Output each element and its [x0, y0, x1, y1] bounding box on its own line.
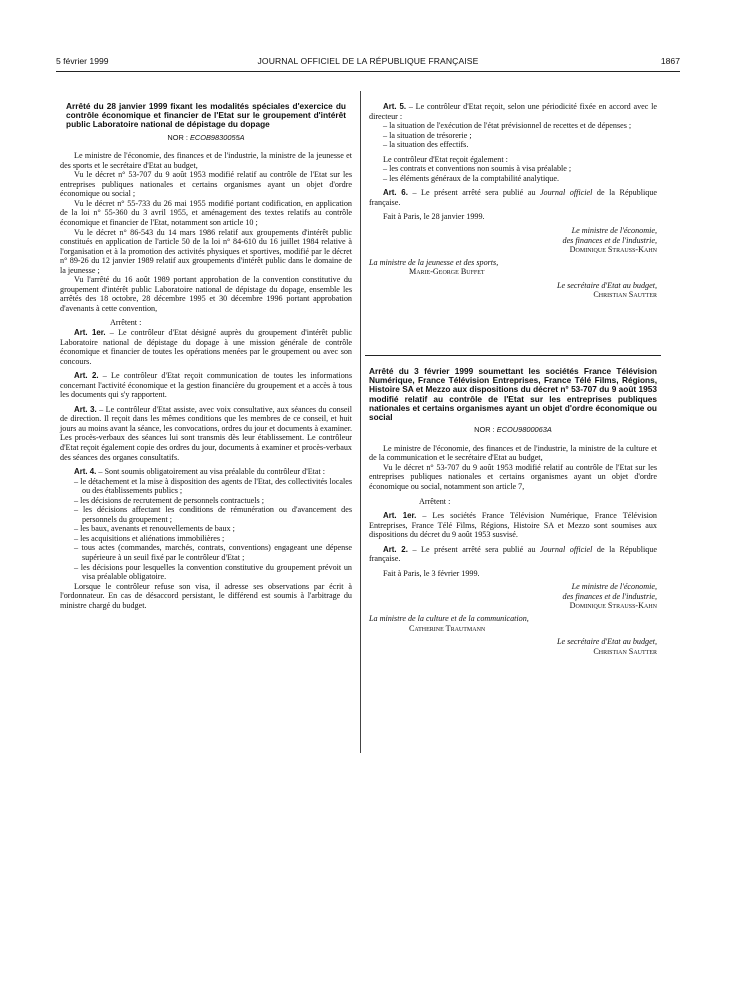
doc1-art5-list [369, 121, 657, 150]
doc1-visa-1: Vu le décret n° 53-707 du 9 août 1953 modifié relatif au contrôle de l'Etat sur les entreprises publiques nationales et certains organismes ayant un objet d'ordre économique ou social ; [60, 170, 352, 199]
doc2-nor-code: ECOU9800063A [496, 425, 552, 435]
doc1-visa-2: Vu le décret n° 55-733 du 26 mai 1955 modifié portant codification, en application de la loi n° 55-360 du 3 avril 1955, et aménagement des textes relatifs au contrôle économique et financier de l'Etat, notamment son article 10 ; [60, 198, 352, 227]
doc2-art2-text-b: de la République française. [369, 544, 657, 564]
section-divider [365, 355, 661, 356]
header-rule [56, 71, 680, 72]
doc1-signature-1 [369, 226, 657, 255]
column-divider [360, 91, 361, 753]
doc1-art4-list [60, 477, 352, 582]
doc1-art4 [60, 467, 352, 477]
doc1-sig2-name: Marie-George Buffet [409, 267, 485, 277]
doc1-art6-text-b: de la République française. [369, 188, 657, 207]
doc1-visa-3: Vu le décret n° 86-543 du 14 mars 1986 relatif aux groupements d'intérêt public constitués en application de l'article 50 de la loi n° 84-610 du 16 juillet 1984 relative à l'organisation et à la promotion des activités physiques et sportives, modifié par le décret n° 89-26 du 12 janvier 1989 relatif aux groupements d'intérêt public dans le domaine de la jeunesse ; [60, 227, 352, 275]
doc2-sig1-name: Dominique Strauss-Kahn [569, 601, 657, 611]
doc1-art4-label: Art. 4. [74, 467, 97, 477]
right-column-top [369, 102, 657, 300]
list-item: – les baux, avenants et renouvellements de baux ; [74, 524, 235, 534]
doc1-nor-label: NOR : [167, 132, 188, 142]
header-journal-title: JOURNAL OFFICIEL DE LA RÉPUBLIQUE FRANÇAISE [257, 56, 479, 66]
doc1-art5-text: – Le contrôleur d'Etat reçoit, selon une périodicité fixée en accord avec le directeur : [369, 102, 657, 121]
list-item: – les décisions affectant les conditions de rémunération ou d'avancement des personnels du groupement ; [74, 505, 352, 524]
doc1-sig1-title-a: Le ministre de l'économie, [571, 226, 657, 236]
header-page-number: 1867 [660, 56, 680, 66]
doc1-art3-text: – Le contrôleur d'Etat assiste, avec voix consultative, aux séances du conseil de direction. Il reçoit dans les mêmes conditions que les membres de ce conseil, et huit jours au moins avant la séance, les convocations, ordres du jour et documents à examiner. Les procès-verbaux des séances lui sont transmis dès leur établissement. Le contrôleur d'Etat reçoit également copie des ordres du jour, documents à examiner et procès-verbaux des séances des organes consultatifs. [60, 404, 352, 462]
list-item: – les contrats et conventions non soumis à visa préalable ; [383, 164, 572, 174]
doc2-art2 [369, 545, 657, 564]
doc2-nor-label: NOR : [474, 425, 495, 435]
doc1-preamble: Le ministre de l'économie, des finances et de l'industrie, la ministre de la jeunesse et des sports et le secrétaire d'Etat au budget, [60, 151, 352, 170]
header-date: 5 février 1999 [56, 56, 109, 66]
doc1-art2-label: Art. 2. [74, 371, 99, 381]
doc2-art2-jo: Journal officiel [539, 544, 593, 554]
doc1-art5 [369, 102, 657, 121]
doc1-art1-label: Art. 1er. [74, 328, 106, 337]
doc1-sig3-name: Christian Sautter [593, 290, 657, 300]
doc1-art6-jo: Journal officiel [539, 188, 593, 198]
list-item: – tous actes (commandes, marchés, contrats, conventions) engageant une dépense supérieure à un seuil fixé par le contrôleur d'Etat ; [74, 543, 352, 563]
doc1-nor [60, 133, 352, 143]
doc1-sig2-title: La ministre de la jeunesse et des sports, [369, 257, 499, 267]
doc2-signature-3 [369, 637, 657, 656]
doc1-art5-list2 [369, 164, 657, 183]
doc2-arretent: Arrêtent : [419, 496, 451, 506]
doc1-art6 [369, 188, 657, 207]
doc1-art6-text-a: – Le présent arrêté sera publié au [407, 188, 540, 198]
doc2-sig3-name: Christian Sautter [593, 646, 657, 656]
list-item: – le détachement et la mise à disposition des agents de l'Etat, des collectivités locales ou des établissements publics ; [74, 476, 352, 496]
page-header [56, 54, 680, 70]
doc1-signature-3 [369, 281, 657, 300]
doc2-fait: Fait à Paris, le 3 février 1999. [383, 568, 480, 578]
doc2-sig2-name: Catherine Trautmann [409, 623, 486, 633]
list-item: – la situation de trésorerie ; [383, 130, 472, 140]
doc2-sig2-title: La ministre de la culture et de la communication, [369, 613, 529, 623]
doc1-arretent: Arrêtent : [110, 318, 142, 328]
doc1-art4-text: – Sont soumis obligatoirement au visa préalable du contrôleur d'Etat : [96, 467, 326, 477]
doc1-fait: Fait à Paris, le 28 janvier 1999. [383, 212, 485, 222]
doc1-art1 [60, 328, 352, 366]
doc1-signature-2 [369, 258, 657, 277]
doc2-sig3-title: Le secrétaire d'Etat au budget, [556, 637, 657, 647]
list-item: – les acquisitions et aliénations immobilières ; [74, 533, 225, 543]
doc2-visa: Vu le décret n° 53-707 du 9 août 1953 modifié relatif au contrôle de l'Etat sur les entreprises publiques nationales et certains organismes ayant un objet d'ordre économique ou social, notamment son article 7, [369, 462, 657, 491]
doc1-art2-text: – Le contrôleur d'Etat reçoit communication de toutes les informations concernant l'activité économique et la gestion financière du groupement et a accès à tous les documents qui s'y rapportent. [60, 371, 352, 400]
doc1-sig1-title-b: des finances et de l'industrie, [562, 235, 657, 245]
doc2-art1 [369, 511, 657, 540]
doc1-art5-label: Art. 5. [383, 102, 407, 111]
list-item: – la situation de l'exécution de l'état prévisionnel de recettes et de dépenses ; [383, 121, 632, 131]
doc2-art1-text: – Les sociétés France Télévision Numérique, France Télévision Entreprises, France Télé Films, Régions, Histoire SA et Mezzo sont soumises aux dispositions du décret du 9 août 1953 susvisé. [369, 511, 657, 540]
doc2-nor [369, 425, 657, 435]
doc1-visa-4: Vu l'arrêté du 16 août 1989 portant approbation de la convention constitutive du groupement d'intérêt public Laboratoire national de dépistage du dopage, ensemble les arrêtés des 18 octobre, 28 décembre 1995 et 30 décembre 1996 portant approbation d'avenants à cette convention, [60, 275, 352, 313]
doc1-art5-also: Le contrôleur d'Etat reçoit également : [383, 154, 508, 164]
doc2-art2-text-a: – Le présent arrêté sera publié au [407, 544, 540, 554]
doc2-signature-2 [369, 614, 657, 633]
doc1-sig1-name: Dominique Strauss-Kahn [569, 245, 657, 255]
list-item: – les décisions pour lesquelles la convention constitutive du groupement prévoit un visa préalable obligatoire. [74, 562, 352, 582]
doc1-sig3-title: Le secrétaire d'Etat au budget, [556, 280, 657, 290]
doc2-preamble: Le ministre de l'économie, des finances et de l'industrie, la ministre de la culture et de la communication et le secrétaire d'Etat au budget, [369, 443, 657, 463]
doc2-sig1-title-b: des finances et de l'industrie, [562, 591, 657, 601]
doc2-signature-1 [369, 582, 657, 611]
doc2-sig1-title-a: Le ministre de l'économie, [571, 582, 657, 592]
doc2-art2-label: Art. 2. [383, 544, 408, 554]
doc1-nor-code: ECOB9830055A [189, 132, 245, 142]
left-column [60, 102, 352, 610]
doc1-art3 [60, 405, 352, 462]
list-item: – les éléments généraux de la comptabilité analytique. [383, 173, 559, 183]
doc1-art3-label: Art. 3. [74, 404, 97, 414]
doc2-art1-label: Art. 1er. [383, 511, 417, 521]
doc2-title: Arrêté du 3 février 1999 soumettant les sociétés France Télévision Numérique, France Télévision Entreprises, France Télé Films, Régions, Histoire SA et Mezzo aux dispositions du décret n° 53-707 du 9 août 1953 modifié relatif au contrôle de l'Etat sur les entreprises publiques nationales et certains organismes ayant un objet d'ordre économique ou social [369, 366, 657, 423]
doc1-art6-label: Art. 6. [383, 188, 408, 198]
doc1-title: Arrêté du 28 janvier 1999 fixant les modalités spéciales d'exercice du contrôle économique et financier de l'Etat sur le groupement d'intérêt public Laboratoire national de dépistage du dopage [66, 101, 346, 130]
doc1-art1-text: – Le contrôleur d'Etat désigné auprès du groupement d'intérêt public Laboratoire national de dépistage du dopage à une mission générale de contrôle économique et financier de toutes les opérations menées par le groupement ou avec son concours. [60, 328, 352, 366]
right-column-bottom [369, 367, 657, 656]
doc1-art4-closing: Lorsque le contrôleur refuse son visa, il adresse ses observations par écrit à l'ordonnateur. En cas de désaccord persistant, le différend est soumis à l'arbitrage du ministre chargé du budget. [60, 581, 352, 610]
doc1-art2 [60, 371, 352, 400]
list-item: – la situation des effectifs. [383, 140, 469, 150]
list-item: – les décisions de recrutement de personnels contractuels ; [74, 495, 264, 505]
